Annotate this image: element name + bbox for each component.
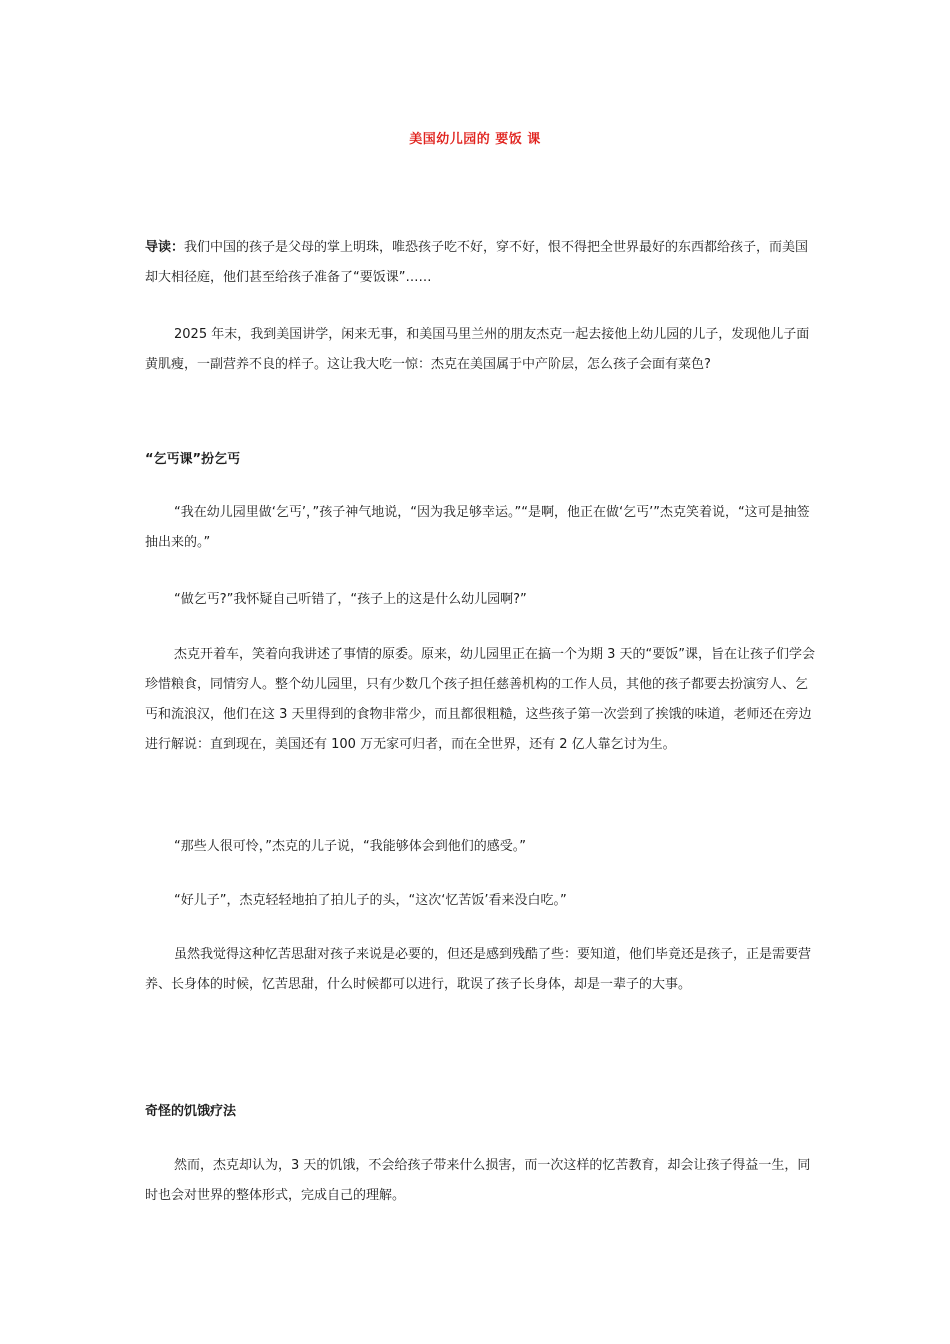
paragraph-5: “那些人很可怜，”杰克的儿子说，“我能够体会到他们的感受。”: [174, 839, 526, 854]
section-heading-hunger-therapy: 奇怪的饥饿疗法: [145, 1104, 237, 1119]
section-heading-beggar-class: “乞丐课”扮乞丐: [145, 452, 241, 467]
paragraph-4: 杰克开着车，笑着向我讲述了事情的原委。原来，幼儿园里正在搞一个为期 3 天的“要饭”课，旨在让孩子们学会珍惜粮食，同情穷人。整个幼儿园里，只有少数几个孩子担任慈善机构的工作人员，其他的孩子都要去扮演穷人、乞丐和流浪汉，他们在这 3 天里得到的食物非常少，而且都很粗糙，这些孩子第一次尝到了挨饿的味道，老师还在旁边进行解说：直到现在，美国还有 100 万无家可归者，而在全世界，还有 2 亿人靠乞讨为生。: [145, 647, 816, 752]
article-title: 美国幼儿园的 要饭 课: [409, 132, 541, 147]
paragraph-2: “我在幼儿园里做‘乞丐’，”孩子神气地说，“因为我足够幸运。”“是啊，他正在做‘乞丐’”杰克笑着说，“这可是抽签抽出来的。”: [145, 505, 810, 550]
paragraph-6: “好儿子”，杰克轻轻地拍了拍儿子的头，“这次‘忆苦饭’看来没白吃。”: [174, 893, 567, 908]
paragraph-8: 然而，杰克却认为，3 天的饥饿，不会给孩子带来什么损害，而一次这样的忆苦教育，却会让孩子得益一生，同时也会对世界的整体形式，完成自己的理解。: [145, 1158, 811, 1203]
paragraph-7: 虽然我觉得这种忆苦思甜对孩子来说是必要的，但还是感到残酷了些：要知道，他们毕竟还是孩子，正是需要营养、长身体的时候，忆苦思甜，什么时候都可以进行，耽误了孩子长身体，却是一辈子的大事。: [145, 947, 812, 992]
paragraph-1: 2025 年末，我到美国讲学，闲来无事，和美国马里兰州的朋友杰克一起去接他上幼儿园的儿子，发现他儿子面黄肌瘦，一副营养不良的样子。这让我大吃一惊：杰克在美国属于中产阶层，怎么孩子会面有菜色?: [145, 327, 810, 372]
paragraph-3: “做乞丐?”我怀疑自己听错了，“孩子上的这是什么幼儿园啊?”: [174, 592, 527, 607]
intro-paragraph: [145, 233, 817, 293]
intro-text: 我们中国的孩子是父母的掌上明珠，唯恐孩子吃不好，穿不好，恨不得把全世界最好的东西都给孩子，而美国却大相径庭，他们甚至给孩子准备了“要饭课”……: [145, 240, 809, 285]
intro-label: 导读：: [145, 240, 185, 255]
